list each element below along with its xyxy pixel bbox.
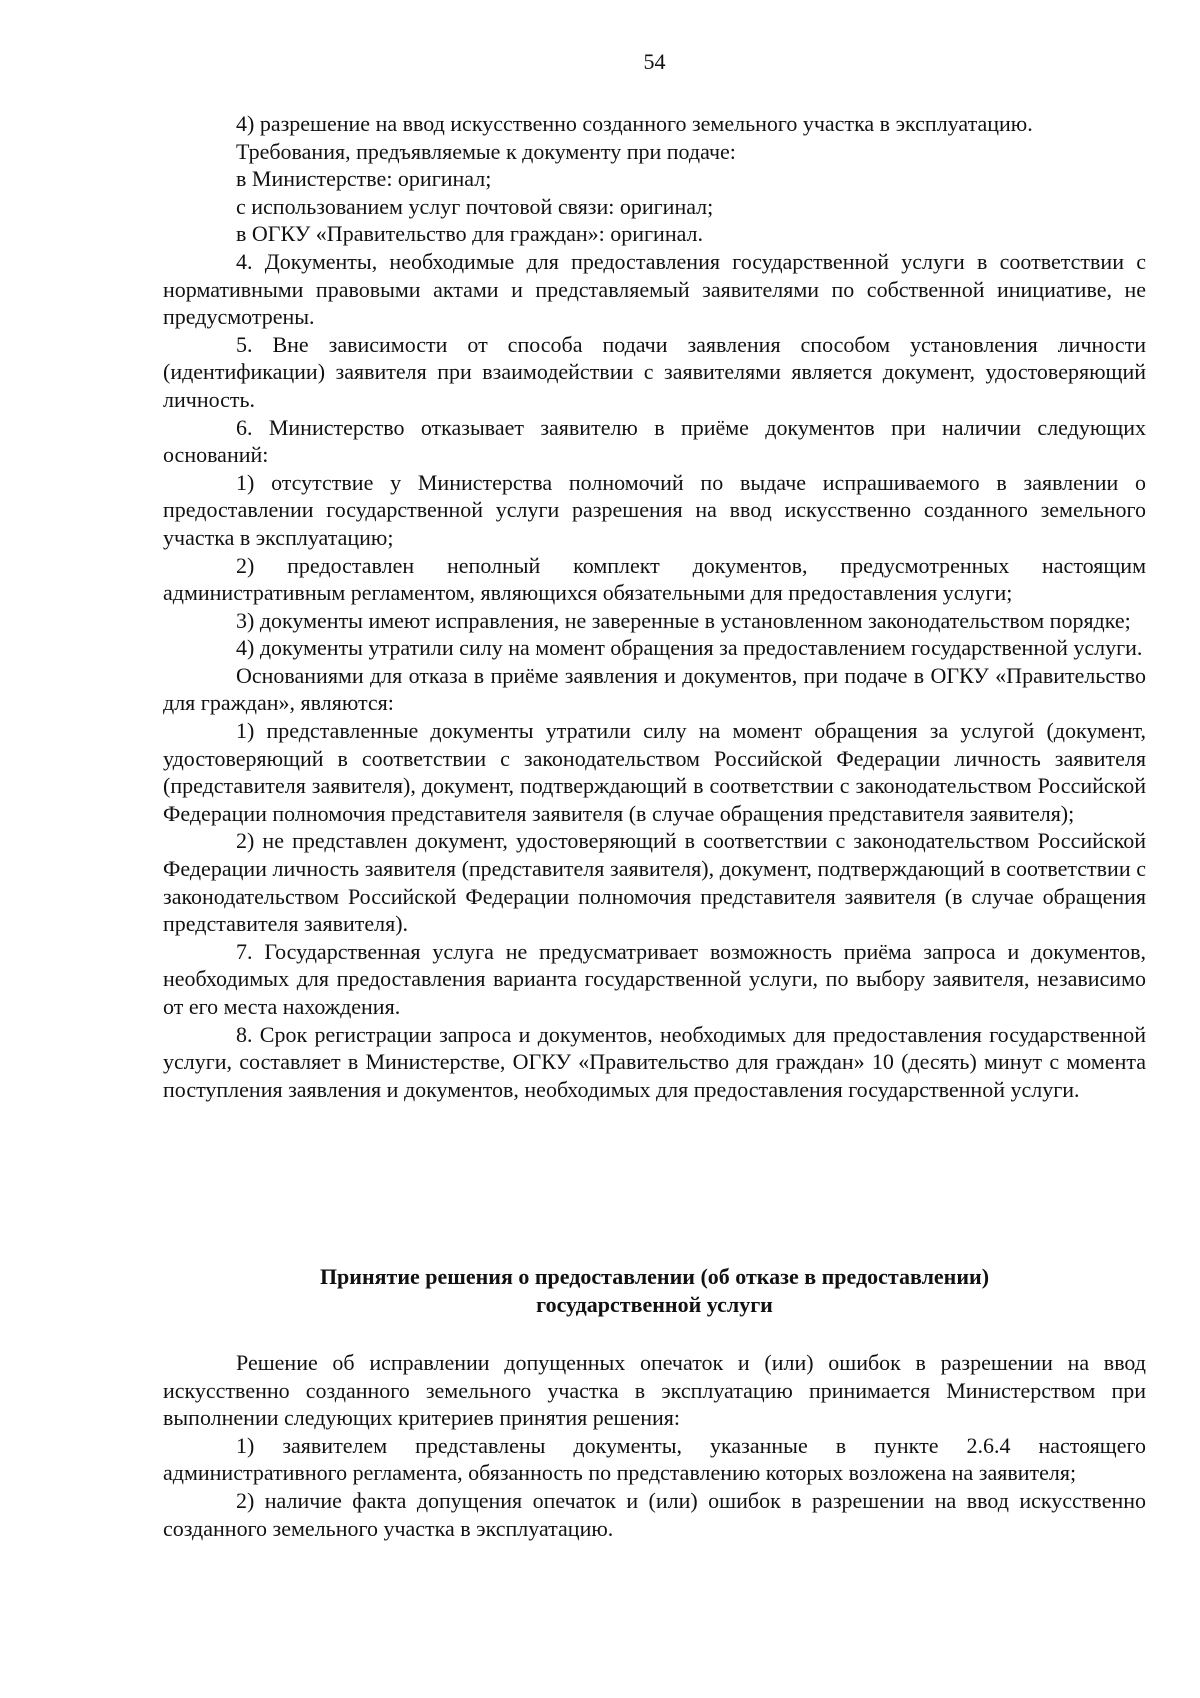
paragraph: 1) заявителем представлены документы, указанные в пункте 2.6.4 настоящего административного регламента, обязанность по представлению которых возложена на заявителя; [163, 1432, 1146, 1486]
paragraph: в Министерстве: оригинал; [236, 166, 492, 192]
page-number: 54 [643, 49, 666, 74]
paragraph: Решение об исправлении допущенных опечаток и (или) ошибок в разрешении на ввод искусственно созданного земельного участка в эксплуатацию принимается Министерством при выполнении следующих критериев принятия решения: [163, 1350, 1146, 1431]
paragraph: 4) разрешение на ввод искусственно созданного земельного участка в эксплуатацию. [236, 111, 1033, 136]
paragraph: 2) предоставлен неполный комплект документов, предусмотренных настоящим административным регламентом, являющихся обязательными для предоставления услуги; [163, 552, 1146, 606]
paragraph: 1) отсутствие у Министерства полномочий по выдаче испрашиваемого в заявлении о предоставлении государственной услуги разрешения на ввод искусственно созданного земельного участка в эксплуатацию; [163, 469, 1146, 550]
body-text-after-heading [163, 1349, 1146, 1542]
paragraph: 7. Государственная услуга не предусматривает возможность приёма запроса и документов, необходимых для предоставления варианта государственной услуги, по выбору заявителя, независимо от его места нахождения. [163, 938, 1146, 1019]
paragraph: 2) наличие факта допущения опечаток и (или) ошибок в разрешении на ввод искусственно созданного земельного участка в эксплуатацию. [163, 1487, 1146, 1541]
paragraph: 5. Вне зависимости от способа подачи заявления способом установления личности (идентификации) заявителя при взаимодействии с заявителями является документ, удостоверяющий личность. [163, 331, 1146, 412]
body-text [163, 110, 1146, 1103]
section-heading-line: Принятие решения о предоставлении (об отказе в предоставлении) [319, 1264, 990, 1289]
section-heading-line: государственной услуги [536, 1292, 773, 1317]
paragraph: 6. Министерство отказывает заявителю в приёме документов при наличии следующих оснований: [163, 414, 1146, 468]
paragraph: с использованием услуг почтовой связи: оригинал; [236, 193, 714, 219]
paragraph: 1) представленные документы утратили силу на момент обращения за услугой (документ, удостоверяющий в соответствии с законодательством Российской Федерации личность заявителя (представителя заявителя), документ, подтверждающий в соответствии с законодательством Российской Федерации полномочия представителя заявителя (в случае обращения представителя заявителя); [163, 718, 1146, 826]
section-heading [163, 1263, 1146, 1319]
paragraph: Основаниями для отказа в приёме заявления и документов, при подаче в ОГКУ «Правительство для граждан», являются: [163, 662, 1146, 716]
paragraph: 2) не представлен документ, удостоверяющий в соответствии с законодательством Российской Федерации личность заявителя (представителя заявителя), документ, подтверждающий в соответствии с законодательством Российской Федерации полномочия представителя заявителя (в случае обращения представителя заявителя). [163, 828, 1146, 937]
paragraph: 4. Документы, необходимые для предоставления государственной услуги в соответствии с нормативными правовыми актами и представляемый заявителями по собственной инициативе, не предусмотрены. [163, 248, 1146, 330]
paragraph: Требования, предъявляемые к документу при подаче: [236, 138, 736, 164]
paragraph: 3) документы имеют исправления, не заверенные в установленном законодательством порядке; [236, 607, 1131, 633]
paragraph: в ОГКУ «Правительство для граждан»: оригинал. [236, 221, 704, 247]
paragraph: 4) документы утратили силу на момент обращения за предоставлением государственной услуги. [236, 635, 1143, 661]
paragraph: 8. Срок регистрации запроса и документов, необходимых для предоставления государственной услуги, составляет в Министерстве, ОГКУ «Правительство для граждан» 10 (десять) минут с момента поступления заявления и документов, необходимых для предоставления государственной услуги. [163, 1021, 1146, 1102]
